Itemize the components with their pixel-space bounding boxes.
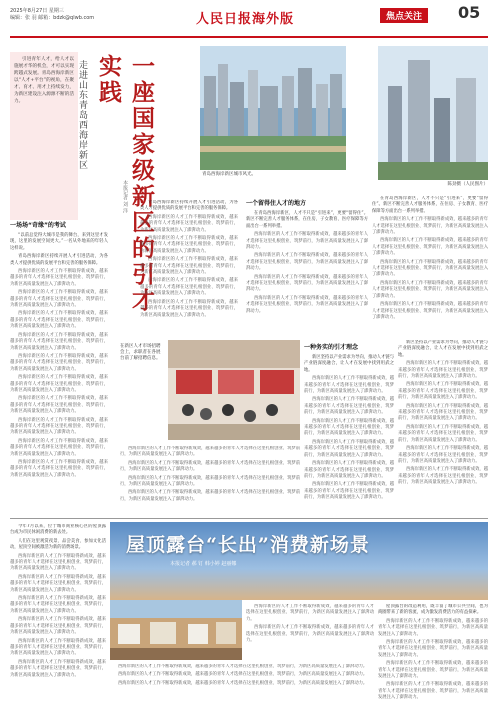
body-paragraph: 西海岸新区的人才工作不断取得新成效，越来越多的青年人才选择在这里扎根创业、筑梦前行，为新区高质量发展注入了澎湃动力。 [120,490,300,502]
center-body-column [140,200,238,336]
body-paragraph: 西海岸新区的人才工作不断取得新成效，越来越多的青年人才选择在这里扎根创业、筑梦前行，为新区高质量发展注入了澎湃动力。 [10,438,108,457]
body-paragraph: 西海岸新区的人才工作不断取得新成效，越来越多的青年人才选择在这里扎根创业、筑梦前行，为新区高质量发展注入了澎湃动力。 [398,403,488,422]
photo-credit: 陈劲摄（人民图片） [447,182,488,187]
body-paragraph: 西海岸新区的人才工作不断取得新成效，越来越多的青年人才选择在这里扎根创业、筑梦前行，为新区高质量发展注入了澎湃动力。 [398,361,488,380]
intro-column [10,52,78,220]
body-paragraph: 西海岸新区的人才工作不断取得新成效，越来越多的青年人才选择在这里扎根创业、筑梦前行，为新区高质量发展注入了澎湃动力。 [398,382,488,401]
article-title: 一座国家级新区的引才实践 [95,54,155,314]
section1-heading: 一场场“奇缘”的考试 [10,222,66,229]
body-paragraph: 西海岸新区的人才工作不断取得新成效，越来越多的青年人才选择在这里扎根创业、筑梦前行，为新区高质量发展注入了澎湃动力。 [304,482,394,501]
left-body-column [10,218,108,514]
body-paragraph: 西海岸新区的人才工作不断取得新成效，越来越多的青年人才选择在这里扎根创业、筑梦前行，为新区高质量发展注入了澎湃动力。 [10,396,108,415]
body-paragraph: 西海岸新区的人才工作不断取得新成效，越来越多的青年人才选择在这里扎根创业、筑梦前行，为新区高质量发展注入了澎湃动力。 [378,640,488,658]
body-paragraph: 西海岸新区的人才工作不断取得新成效，越来越多的青年人才选择在这里扎根创业、筑梦前行，为新区高质量发展注入了澎湃动力。 [118,664,368,669]
section1-paragraph: 青岛西海岸新区持续开展人才引进活动，为各类人才提供优质的发展平台和完善的服务保障。 [10,254,108,266]
section2-paragraph: 在青岛西海岸新区，人才不只是“引进来”，更要“留得住”。新区不断完善人才服务体系，在住房、子女教育、医疗保障等方面出台一系列举措。 [246,211,368,229]
body-paragraph: 西海岸新区的人才工作不断取得新成效，越来越多的青年人才选择在这里扎根创业、筑梦前行，为新区高质量发展注入了澎湃动力。 [304,461,394,479]
body-paragraph: 西海岸新区的人才工作不断取得新成效，越来越多的青年人才选择在这里扎根创业、筑梦前行，为新区高质量发展注入了澎湃动力。 [140,236,238,254]
intro-text: 引进青年人才，给人才以施展才华的机会，才可以实现跨越式发展。青岛西海岸新区以“人才+平台”的视角，在聚才、育才、用才上持续发力，为新区建设注入源源不断的活力。 [14,57,74,104]
body-paragraph: 西海岸新区的人才工作不断取得新成效，越来越多的青年人才选择在这里扎根创业、筑梦前行，为新区高质量发展注入了澎湃动力。 [140,278,238,297]
bottom-paragraph: 今年7月以来，位于城市商业核心区的屋顶露台成为市民休闲消费的新去处。 [10,524,106,536]
header-meta [10,8,94,22]
body-paragraph: 西海岸新区的人才工作不断取得新成效，越来越多的青年人才选择在这里扎根创业、筑梦前行，为新区高质量发展注入了澎湃动力。 [10,311,108,330]
section3-paragraph: 新区坚持以产业需求为导向，推动人才链与产业链深度融合，让人才在发展中找到用武之地。 [398,340,488,358]
section3-paragraph: 新区坚持以产业需求为导向，推动人才链与产业链深度融合，让人才在发展中找到用武之地。 [304,355,394,373]
body-paragraph: 西海岸新区的人才工作不断取得新成效，越来越多的青年人才选择在这里扎根创业、筑梦前行，为新区高质量发展注入了澎湃动力。 [10,596,106,614]
body-paragraph: 西海岸新区的人才工作不断取得新成效，越来越多的青年人才选择在这里扎根创业、筑梦前行，为新区高质量发展注入了澎湃动力。 [246,274,368,293]
body-paragraph: 西海岸新区的人才工作不断取得新成效，越来越多的青年人才选择在这里扎根创业、筑梦前行，为新区高质量发展注入了澎湃动力。 [372,280,488,299]
body-paragraph: 西海岸新区的人才工作不断取得新成效，越来越多的青年人才选择在这里扎根创业、筑梦前行，为新区高质量发展注入了澎湃动力。 [304,397,394,416]
banner-byline: 本报记者 郝 钉 韩小婷 赵丽娜 [170,561,237,567]
body-paragraph: 西海岸新区的人才工作不断取得新成效，越来越多的青年人才选择在这里扎根创业、筑梦前行，为新区高质量发展注入了澎湃动力。 [140,257,238,276]
body-paragraph: 西海岸新区的人才工作不断取得新成效，越来越多的青年人才选择在这里扎根创业、筑梦前行，为新区高质量发展注入了澎湃动力。 [378,618,488,637]
section3-heading: 一种务实的引才理念 [304,344,359,351]
center-lower-column [120,446,300,516]
section-badge: 焦点关注 [380,8,428,23]
bottom-left-column [10,524,106,712]
section2-column [246,196,368,336]
body-paragraph: 西海岸新区的人才工作不断取得新成效，越来越多的青年人才选择在这里扎根创业、筑梦前行，为新区高质量发展注入了澎湃动力。 [304,376,394,395]
section1-paragraph: “以前总觉得大城市是我的舞台，来到这里才发现，这里的发展空间更大。”一名从外地来的年轻人这样说。 [10,233,108,251]
body-paragraph: 西海岸新区的人才工作不断取得新成效，越来越多的青年人才选择在这里扎根创业、筑梦前行，为新区高质量发展注入了澎湃动力。 [120,446,300,458]
body-paragraph: 西海岸新区的人才工作不断取得新成效，越来越多的青年人才选择在这里扎根创业、筑梦前行，为新区高质量发展注入了澎湃动力。 [120,460,300,473]
article-subtitle: 走进山东青岛西海岸新区 [77,60,87,170]
story-divider [10,518,488,519]
body-paragraph: 西海岸新区的人才工作不断取得新成效，越来越多的青年人才选择在这里扎根创业、筑梦前行，为新区高质量发展注入了澎湃动力。 [140,214,238,233]
body-paragraph: 西海岸新区的人才工作不断取得新成效，越来越多的青年人才选择在这里扎根创业、筑梦前行，为新区高质量发展注入了澎湃动力。 [10,460,108,478]
bottom-center-column [110,664,370,712]
date-line: 2025年8月27日 星期三 [10,8,64,14]
body-paragraph: 西海岸新区的人才工作不断取得新成效，越来越多的青年人才选择在这里扎根创业、筑梦前行，为新区高质量发展注入了澎湃动力。 [246,625,374,644]
body-paragraph: 西海岸新区的人才工作不断取得新成效，越来越多的青年人才选择在这里扎根创业、筑梦前行，为新区高质量发展注入了澎湃动力。 [372,259,488,278]
page-number: 05 [458,3,481,22]
body-paragraph: 西海岸新区的人才工作不断取得新成效，越来越多的青年人才选择在这里扎根创业、筑梦前行，为新区高质量发展注入了澎湃动力。 [378,682,488,701]
body-paragraph: 西海岸新区的人才工作不断取得新成效，越来越多的青年人才选择在这里扎根创业、筑梦前行，为新区高质量发展注入了澎湃动力。 [372,238,488,257]
body-paragraph: 西海岸新区的人才工作不断取得新成效，越来越多的青年人才选择在这里扎根创业、筑梦前行，为新区高质量发展注入了澎湃动力。 [398,467,488,486]
tower-photo [378,46,488,180]
body-paragraph: 西海岸新区的人才工作不断取得新成效，越来越多的青年人才选择在这里扎根创业、筑梦前行，为新区高质量发展注入了澎湃动力。 [398,446,488,464]
header-rule [10,36,488,38]
body-paragraph: 西海岸新区的人才工作不断取得新成效，越来越多的青年人才选择在这里扎根创业、筑梦前行，为新区高质量发展注入了澎湃动力。 [10,659,106,678]
body-paragraph: 西海岸新区的人才工作不断取得新成效，越来越多的青年人才选择在这里扎根创业、筑梦前行，为新区高质量发展注入了澎湃动力。 [10,375,108,393]
job-fair-photo [168,340,300,440]
right-body-column [372,196,488,336]
masthead: 人民日报海外版 [196,12,295,27]
body-paragraph: 西海岸新区的人才工作不断取得新成效，越来越多的青年人才选择在这里扎根创业、筑梦前行，为新区高质量发展注入了澎湃动力。 [246,295,368,314]
body-paragraph: 西海岸新区的人才工作不断取得新成效，越来越多的青年人才选择在这里扎根创业、筑梦前行，为新区高质量发展注入了澎湃动力。 [10,417,108,436]
body-paragraph: 西海岸新区的人才工作不断取得新成效，越来越多的青年人才选择在这里扎根创业、筑梦前行，为新区高质量发展注入了澎湃动力。 [10,353,108,372]
body-paragraph: 西海岸新区的人才工作不断取得新成效，越来越多的青年人才选择在这里扎根创业、筑梦前行，为新区高质量发展注入了澎湃动力。 [246,604,374,622]
body-paragraph: 西海岸新区的人才工作不断取得新成效，越来越多的青年人才选择在这里扎根创业、筑梦前行，为新区高质量发展注入了澎湃动力。 [10,617,106,636]
main-photo-caption: 青岛西海岸新区城市风光。 [202,172,256,177]
section2-paragraph: 在青岛西海岸新区，人才不只是“引进来”，更要“留得住”。新区不断完善人才服务体系，在住房、子女教育、医疗保障等方面出台一系列举措。 [372,196,488,214]
body-paragraph: 西海岸新区的人才工作不断取得新成效，越来越多的青年人才选择在这里扎根创业、筑梦前行，为新区高质量发展注入了澎湃动力。 [10,574,106,593]
body-paragraph: 西海岸新区的人才工作不断取得新成效，越来越多的青年人才选择在这里扎根创业、筑梦前行，为新区高质量发展注入了澎湃动力。 [10,553,106,572]
bottom-mid-column [246,604,374,662]
body-paragraph: 西海岸新区的人才工作不断取得新成效，越来越多的青年人才选择在这里扎根创业、筑梦前行，为新区高质量发展注入了澎湃动力。 [10,638,106,657]
body-paragraph: 西海岸新区的人才工作不断取得新成效，越来越多的青年人才选择在这里扎根创业、筑梦前行，为新区高质量发展注入了澎湃动力。 [246,253,368,272]
body-paragraph: 西海岸新区的人才工作不断取得新成效，越来越多的青年人才选择在这里扎根创业、筑梦前行，为新区高质量发展注入了澎湃动力。 [372,302,488,320]
section1-paragraph: 青岛西海岸新区持续开展人才引进活动，为各类人才提供优质的发展平台和完善的服务保障。 [140,200,238,212]
body-paragraph: 西海岸新区的人才工作不断取得新成效，越来越多的青年人才选择在这里扎根创业、筑梦前行，为新区高质量发展注入了澎湃动力。 [118,680,368,686]
editors-line: 编辑：张 羽 邮箱：bdzk@qlwb.com [10,15,95,21]
section3-right-column [398,340,488,516]
body-paragraph: 西海岸新区的人才工作不断取得新成效，越来越多的青年人才选择在这里扎根创业、筑梦前行，为新区高质量发展注入了澎湃动力。 [304,418,394,437]
bottom-right-column [378,604,488,712]
body-paragraph: 西海岸新区的人才工作不断取得新成效，越来越多的青年人才选择在这里扎根创业、筑梦前行，为新区高质量发展注入了澎湃动力。 [140,299,238,318]
article-byline: 本报记者 刘 洋 [122,180,128,214]
body-paragraph: 西海岸新区的人才工作不断取得新成效，越来越多的青年人才选择在这里扎根创业、筑梦前行，为新区高质量发展注入了澎湃动力。 [246,232,368,251]
body-paragraph: 西海岸新区的人才工作不断取得新成效，越来越多的青年人才选择在这里扎根创业、筑梦前行，为新区高质量发展注入了澎湃动力。 [10,290,108,309]
bottom-paragraph: 人们在这里观赏夜景、品尝美食、参加文化活动，屋顶空间被激活为新的消费场景。 [10,538,106,551]
page-header [0,0,498,46]
body-paragraph: 西海岸新区的人才工作不断取得新成效，越来越多的青年人才选择在这里扎根创业、筑梦前行，为新区高质量发展注入了澎湃动力。 [10,269,108,287]
body-paragraph: 西海岸新区的人才工作不断取得新成效，越来越多的青年人才选择在这里扎根创业、筑梦前行，为新区高质量发展注入了澎湃动力。 [372,217,488,236]
section2-heading: 一个留得住人才的地方 [246,200,307,207]
rooftop-photo [110,600,242,660]
side-photo-caption: 在新区人才市场招聘会上，求职者在各展台前了解招聘信息。 [120,344,161,361]
body-paragraph: 西海岸新区的人才工作不断取得新成效，越来越多的青年人才选择在这里扎根创业、筑梦前行，为新区高质量发展注入了澎湃动力。 [398,424,488,443]
body-paragraph: 西海岸新区的人才工作不断取得新成效，越来越多的青年人才选择在这里扎根创业、筑梦前行，为新区高质量发展注入了澎湃动力。 [378,661,488,680]
banner-title: 屋顶露台“长出”消费新场景 [126,534,370,556]
city-skyline-photo [200,46,346,170]
body-paragraph: 西海岸新区的人才工作不断取得新成效，越来越多的青年人才选择在这里扎根创业、筑梦前行，为新区高质量发展注入了澎湃动力。 [10,332,108,351]
section3-column [304,340,394,516]
rooftop-banner [110,522,488,600]
body-paragraph: 西海岸新区的人才工作不断取得新成效，越来越多的青年人才选择在这里扎根创业、筑梦前行，为新区高质量发展注入了澎湃动力。 [120,475,300,488]
body-paragraph: 西海岸新区的人才工作不断取得新成效，越来越多的青年人才选择在这里扎根创业、筑梦前行，为新区高质量发展注入了澎湃动力。 [118,672,368,678]
bottom-paragraph: 屋顶露台的改造利用，既丰富了城市公共空间，也为商圈带来了新的客流，成为激发消费活力的有益探索。 [378,604,488,616]
body-paragraph: 西海岸新区的人才工作不断取得新成效，越来越多的青年人才选择在这里扎根创业、筑梦前行，为新区高质量发展注入了澎湃动力。 [304,439,394,458]
